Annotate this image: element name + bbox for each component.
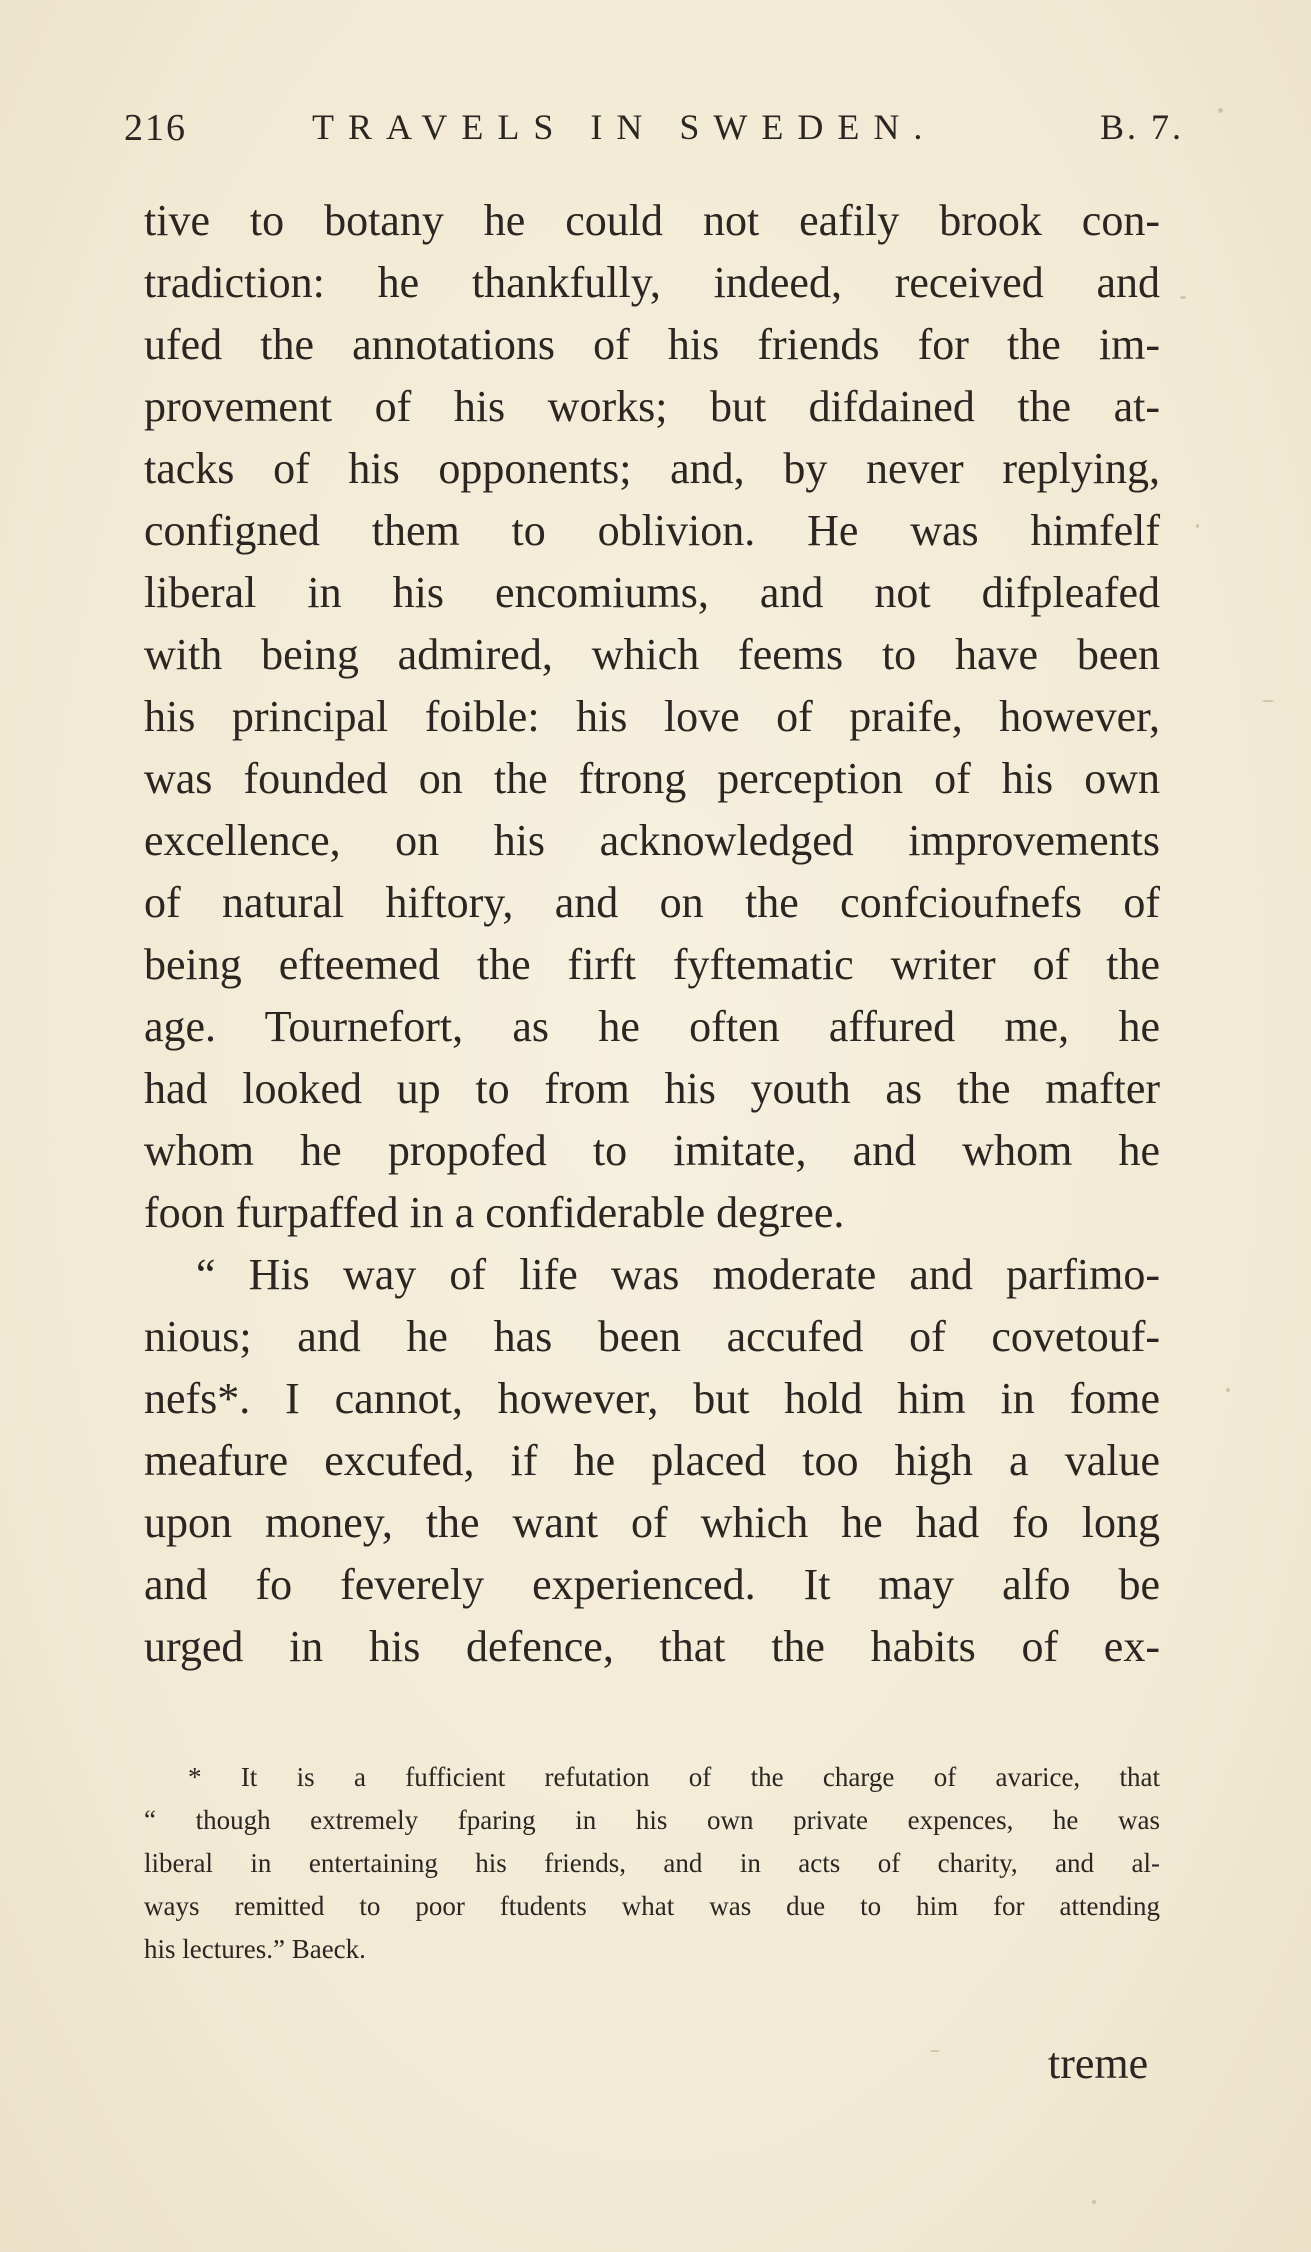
- text-line: meafure excufed, if he placed too high a value: [144, 1436, 1160, 1485]
- text-line: had looked up to from his youth as the mafter: [144, 1064, 1160, 1113]
- text-line: tive to botany he could not eafily brook con-: [144, 196, 1160, 245]
- footnote-line: liberal in entertaining his friends, and in acts of charity, and al-: [144, 1848, 1160, 1878]
- text-line: foon furpaffed in a confiderable degree.: [144, 1188, 845, 1237]
- running-title: TRAVELS IN SWEDEN.: [312, 107, 937, 147]
- text-line: ufed the annotations of his friends for the im-: [144, 320, 1160, 369]
- text-line: of natural hiftory, and on the confcioufnefs of: [144, 878, 1160, 927]
- text-line: was founded on the ftrong perception of his own: [144, 754, 1160, 803]
- text-line: liberal in his encomiums, and not difpleafed: [144, 568, 1160, 617]
- footnote-line: “ though extremely fparing in his own private expences, he was: [144, 1805, 1160, 1835]
- paper-speck: [930, 2050, 940, 2052]
- paper-speck: [1092, 2200, 1096, 2204]
- text-line: tacks of his opponents; and, by never replying,: [144, 444, 1160, 493]
- page-header: [124, 106, 1184, 162]
- paper-speck: [1218, 108, 1223, 113]
- paper-speck: [1180, 296, 1186, 299]
- book-reference: B. 7.: [1099, 107, 1184, 147]
- text-line: “ His way of life was moderate and parfimo-: [196, 1250, 1160, 1299]
- page-number: 216: [124, 107, 187, 149]
- footnote: [144, 1756, 1160, 1971]
- text-line: age. Tournefort, as he often affured me, he: [144, 1002, 1160, 1051]
- text-line: nefs*. I cannot, however, but hold him in fome: [144, 1374, 1160, 1423]
- paper-speck: [1226, 1388, 1230, 1392]
- text-line: whom he propofed to imitate, and whom he: [144, 1126, 1160, 1175]
- paper-speck: [1196, 524, 1199, 528]
- text-line: with being admired, which feems to have been: [144, 630, 1160, 679]
- paper-speck: [1262, 700, 1274, 702]
- text-line: being efteemed the firft fyftematic writer of the: [144, 940, 1160, 989]
- footnote-line: ways remitted to poor ftudents what was due to him for attending: [144, 1891, 1160, 1921]
- text-line: excellence, on his acknowledged improvements: [144, 816, 1160, 865]
- text-line: configned them to oblivion. He was himfelf: [144, 506, 1160, 555]
- catchword: treme: [1048, 2039, 1149, 2088]
- text-line: and fo feverely experienced. It may alfo be: [144, 1560, 1160, 1609]
- text-line: urged in his defence, that the habits of ex-: [144, 1622, 1160, 1671]
- text-line: upon money, the want of which he had fo long: [144, 1498, 1160, 1547]
- text-line: nious; and he has been accufed of covetouf-: [144, 1312, 1160, 1361]
- footnote-line: his lectures.” Baeck.: [144, 1934, 366, 1964]
- body-text: [144, 190, 1160, 1678]
- text-line: his principal foible: his love of praife, however,: [144, 692, 1160, 741]
- text-line: provement of his works; but difdained the at-: [144, 382, 1160, 431]
- footnote-line: * It is a fufficient refutation of the charge of avarice, that: [188, 1762, 1160, 1792]
- text-line: tradiction: he thankfully, indeed, received and: [144, 258, 1160, 307]
